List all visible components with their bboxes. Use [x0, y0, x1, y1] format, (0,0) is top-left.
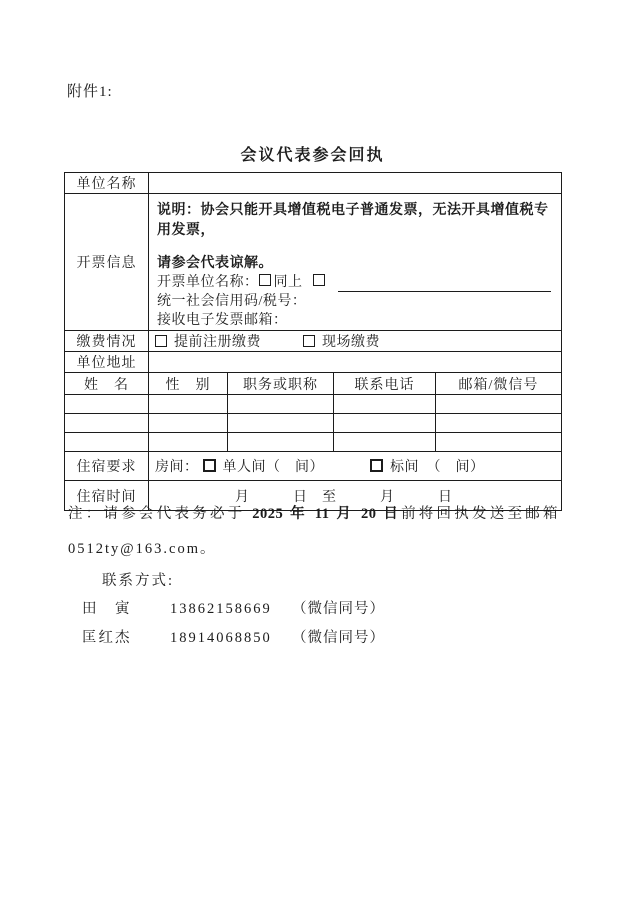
contact-row	[68, 628, 558, 648]
invoice-unit-fill-line[interactable]	[338, 278, 552, 292]
payment-options-cell	[149, 331, 562, 352]
reply-form-table	[64, 172, 562, 511]
attendee-cell[interactable]	[436, 414, 562, 433]
contact-name: 匡红杰	[82, 630, 132, 646]
attendee-header-name: 姓 名	[65, 373, 149, 395]
attendee-cell[interactable]	[334, 433, 436, 452]
checkbox-pay-advance-icon[interactable]	[155, 335, 167, 347]
attendee-cell[interactable]	[149, 433, 228, 452]
page-title: 会议代表参会回执	[240, 147, 385, 164]
checkbox-room-single-label: 单人间（ 间）	[222, 460, 324, 475]
unit-address-label: 单位地址	[65, 352, 149, 373]
contact-row	[68, 599, 558, 619]
note-line	[68, 504, 558, 525]
contact-wechat-note: （微信同号）	[292, 630, 385, 646]
lodging-request-label: 住宿要求	[65, 452, 149, 481]
contact-name: 田 寅	[82, 601, 132, 617]
attendee-cell[interactable]	[228, 414, 334, 433]
note-deadline-date: 2025 年 11 月 20 日	[252, 506, 402, 522]
reply-email: 0512ty@163.com。	[68, 541, 217, 557]
attendee-row	[65, 395, 562, 414]
attendee-cell[interactable]	[334, 414, 436, 433]
checkbox-room-standard-label: 标间 （ 间）	[390, 460, 485, 475]
attendee-header-phone: 联系电话	[334, 373, 436, 395]
contact-phone: 18914068850	[170, 630, 272, 646]
attendee-cell[interactable]	[436, 395, 562, 414]
attendee-cell[interactable]	[65, 433, 149, 452]
checkbox-room-single-icon[interactable]	[203, 459, 216, 472]
note-prefix: 注：请参会代表务必于	[68, 506, 253, 522]
invoice-email-label: 接收电子发票邮箱：	[157, 313, 288, 328]
checkbox-invoice-same-label: 同上	[273, 275, 303, 290]
attendee-row	[65, 414, 562, 433]
checkbox-invoice-same-icon[interactable]	[259, 274, 271, 286]
attendee-cell[interactable]	[65, 395, 149, 414]
attendee-cell[interactable]	[149, 395, 228, 414]
contact-phone: 13862158669	[170, 601, 272, 617]
attendee-header-email-wechat: 邮箱/微信号	[436, 373, 562, 395]
unit-name-field[interactable]	[149, 173, 562, 194]
unit-address-field[interactable]	[149, 352, 562, 373]
credit-code-label: 统一社会信用码/税号：	[157, 294, 307, 309]
contact-section-label: 联系方式:	[102, 573, 175, 589]
attendee-cell[interactable]	[149, 414, 228, 433]
attendee-cell[interactable]	[65, 414, 149, 433]
checkbox-room-standard-icon[interactable]	[370, 459, 383, 472]
lodging-options-cell	[149, 452, 562, 481]
attendee-header-gender: 性 别	[149, 373, 228, 395]
attachment-label: 附件1:	[67, 84, 113, 100]
attendee-row	[65, 433, 562, 452]
checkbox-pay-onsite-label: 现场缴费	[322, 335, 380, 350]
attendee-cell[interactable]	[436, 433, 562, 452]
attendee-header-position: 职务或职称	[228, 373, 334, 395]
invoice-unit-line	[157, 273, 551, 292]
invoice-notice-line1: 说明：协会只能开具增值税电子普通发票，无法开具增值税专用发票，	[157, 203, 549, 238]
invoice-notice-line2: 请参会代表谅解。	[157, 256, 273, 271]
attendee-cell[interactable]	[334, 395, 436, 414]
checkbox-pay-advance-label: 提前注册缴费	[174, 335, 261, 350]
invoice-unit-field-label: 开票单位名称：	[157, 275, 259, 290]
note-suffix: 前将回执发送至邮箱	[401, 506, 559, 522]
footer-note	[68, 504, 558, 648]
invoice-email-line	[157, 311, 551, 330]
invoice-info-cell	[149, 194, 562, 331]
lodging-time-label: 住宿时间	[65, 481, 149, 511]
attendee-cell[interactable]	[228, 395, 334, 414]
contact-wechat-note: （微信同号）	[292, 601, 385, 617]
credit-code-line	[157, 292, 551, 311]
payment-status-label: 缴费情况	[65, 331, 149, 352]
invoice-info-label: 开票信息	[65, 194, 149, 331]
room-label: 房间：	[155, 460, 199, 475]
checkbox-invoice-other-icon[interactable]	[313, 274, 325, 286]
checkbox-pay-onsite-icon[interactable]	[303, 335, 315, 347]
attendee-cell[interactable]	[228, 433, 334, 452]
lodging-time-field[interactable]: 月 日 至 月 日	[149, 481, 562, 511]
unit-name-label: 单位名称	[65, 173, 149, 194]
